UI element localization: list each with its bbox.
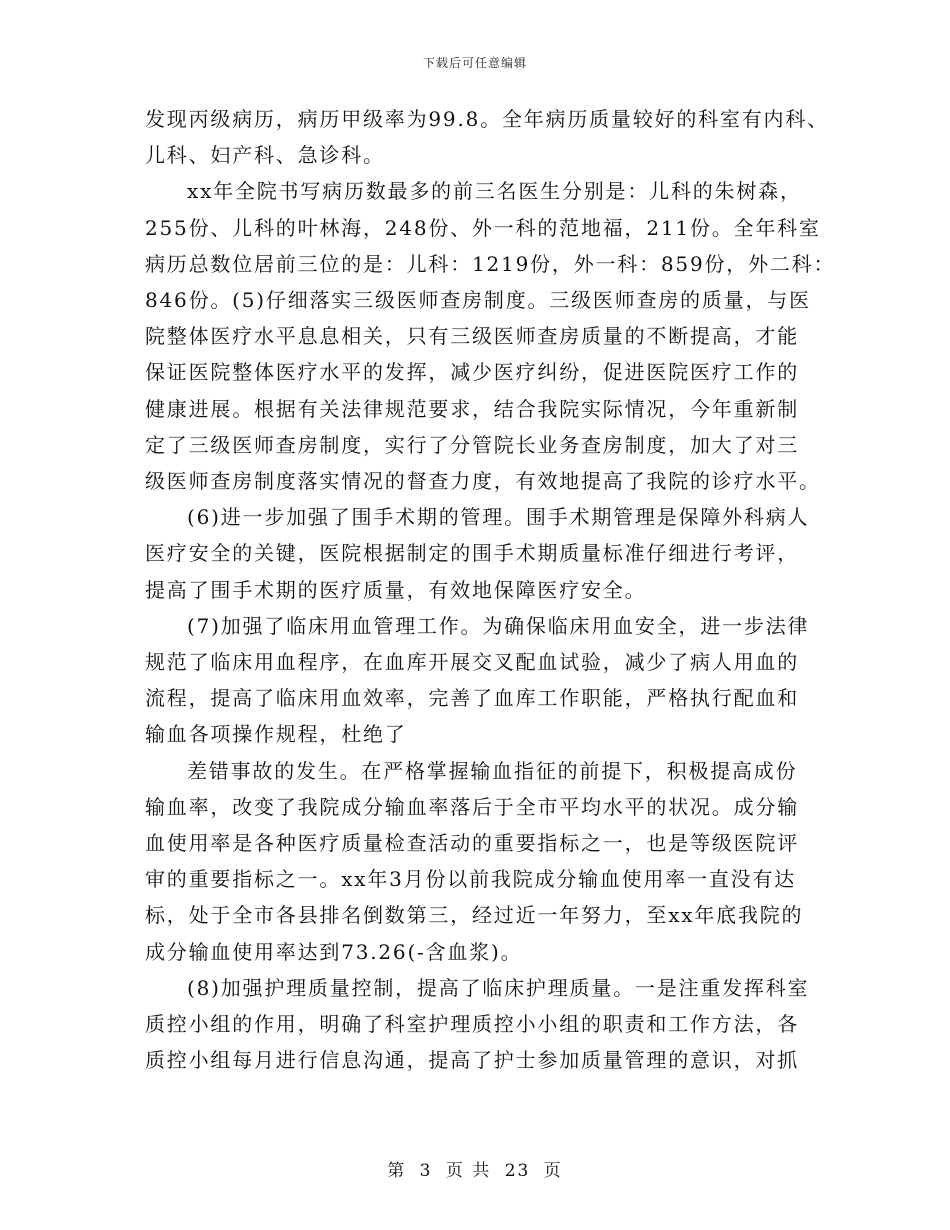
footer-middle: 页 共	[445, 1161, 492, 1181]
footer-suffix: 页	[543, 1161, 563, 1181]
text-line: 保证医院整体医疗水平的发挥，减少医疗纠纷，促进医院医疗工作的	[145, 360, 799, 385]
text-line: 提高了围手术期的医疗质量，有效地保障医疗安全。	[145, 577, 647, 602]
text-line: 院整体医疗水平息息相关，只有三级医师查房质量的不断提高，才能	[145, 324, 799, 349]
footer-prefix: 第	[387, 1161, 407, 1181]
text-line: 流程，提高了临床用血效率，完善了血库工作职能，严格执行配血和	[145, 686, 799, 711]
text-line: 级医师查房制度落实情况的督查力度，有效地提高了我院的诊疗水平。	[145, 469, 821, 494]
body-text	[145, 101, 836, 1078]
text-line: 发现丙级病历，病历甲级率为99.8。全年病历质量较好的科室有内科、	[145, 107, 829, 131]
text-line: 儿科、妇产科、急诊科。	[145, 143, 385, 168]
text-line: 输血各项操作规程，杜绝了	[145, 722, 407, 747]
text-line: 输血率，改变了我院成分输血率落后于全市平均水平的状况。成分输	[145, 794, 799, 819]
text-line: (8)加强护理质量控制，提高了临床护理质量。一是注重发挥科室	[187, 975, 810, 1000]
text-line: (6)进一步加强了围手术期的管理。围手术期管理是保障外科病人	[187, 505, 810, 530]
text-line: 规范了临床用血程序，在血库开展交叉配血试验，减少了病人用血的	[145, 650, 799, 675]
text-line: 审的重要指标之一。xx年3月份以前我院成分输血使用率一直没有达	[145, 867, 797, 892]
text-line: 质控小组每月进行信息沟通，提高了护士参加质量管理的意识，对抓	[145, 1048, 799, 1073]
text-line: 差错事故的发生。在严格掌握输血指征的前提下，积极提高成份	[187, 758, 798, 783]
footer-total-pages: 23	[504, 1161, 531, 1181]
text-line: 成分输血使用率达到73.26(-含血浆)。	[145, 939, 523, 964]
page-header: 下载后可任意编辑	[422, 56, 527, 70]
text-line: 质控小组的作用，明确了科室护理质控小小组的职责和工作方法，各	[145, 1012, 799, 1037]
text-line: 病历总数位居前三位的是：儿科：1219份，外一科：859份，外二科：	[145, 251, 836, 276]
text-line: 健康进展。根据有关法律规范要求，结合我院实际情况，今年重新制	[145, 396, 799, 421]
text-line: (7)加强了临床用血管理工作。为确保临床用血安全，进一步法律	[187, 613, 810, 638]
text-line: 医疗安全的关键，医院根据制定的围手术期质量标准仔细进行考评，	[145, 541, 799, 566]
text-line: 定了三级医师查房制度，实行了分管院长业务查房制度，加大了对三	[145, 432, 799, 457]
text-line: 255份、儿科的叶林海，248份、外一科的范地福，211份。全年科室	[145, 215, 821, 240]
text-line: 血使用率是各种医疗质量检查活动的重要指标之一，也是等级医院评	[145, 831, 799, 856]
text-line: xx年全院书写病历数最多的前三名医生分别是：儿科的朱树森，	[187, 179, 802, 204]
page-footer	[0, 1156, 950, 1181]
footer-page-number: 3	[419, 1161, 433, 1181]
text-line: 846份。(5)仔细落实三级医师查房制度。三级医师查房的质量，与医	[145, 288, 811, 313]
text-line: 标，处于全市各县排名倒数第三，经过近一年努力，至xx年底我院的	[145, 903, 804, 928]
